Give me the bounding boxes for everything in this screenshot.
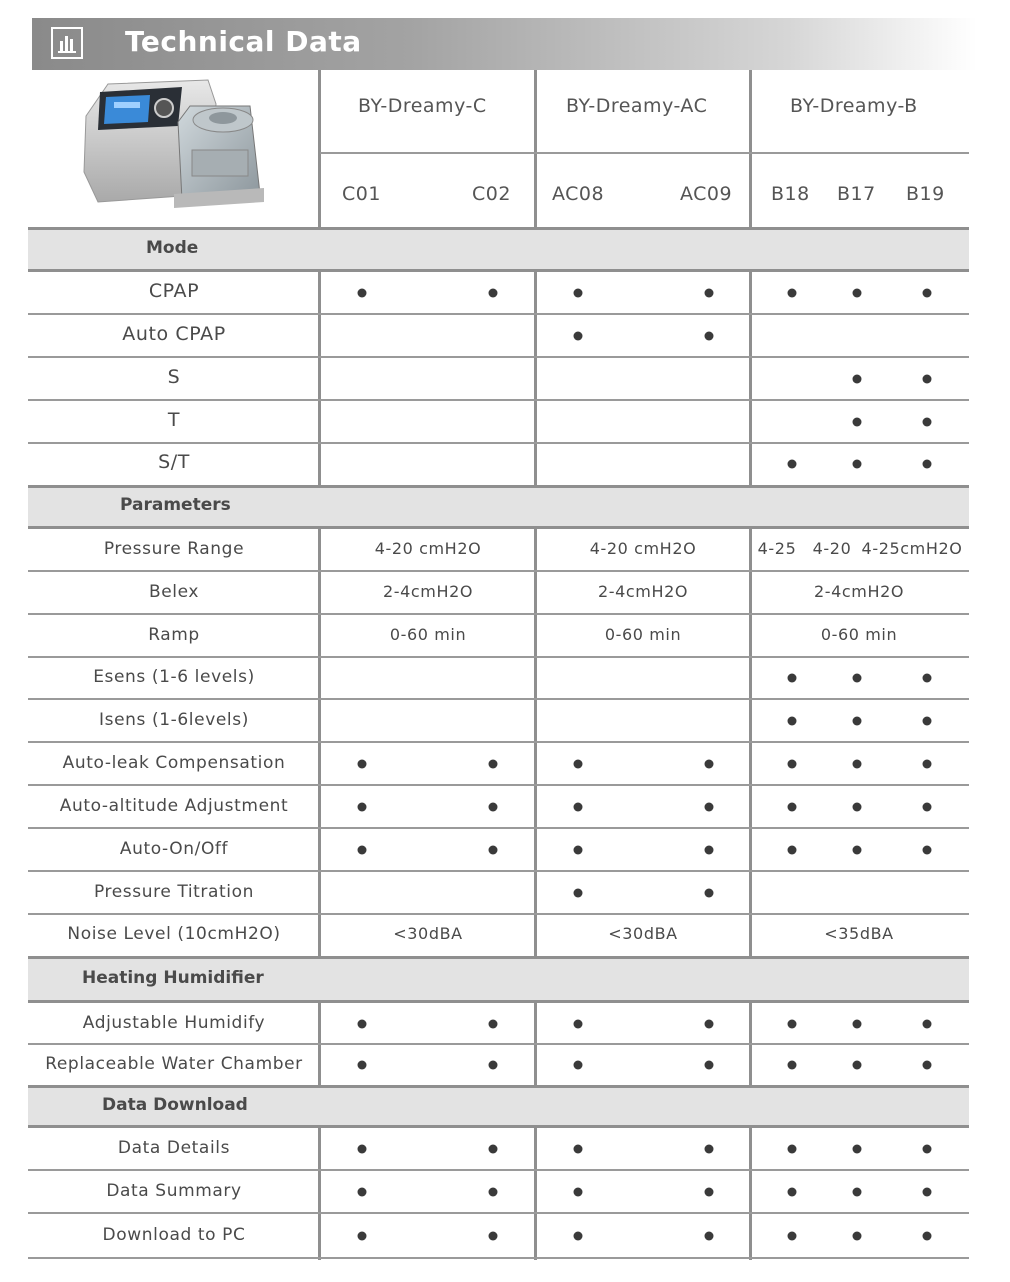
row-label: S	[167, 365, 181, 388]
feature-dot	[358, 289, 367, 298]
section-title: Parameters	[120, 495, 231, 515]
variant-label: C01	[342, 183, 381, 205]
feature-dot	[853, 289, 862, 298]
feature-dot	[574, 802, 583, 811]
feature-dot	[853, 674, 862, 683]
page-title: Technical Data	[125, 25, 362, 58]
feature-dot	[574, 888, 583, 897]
feature-dot	[923, 1145, 932, 1154]
feature-dot	[574, 1019, 583, 1028]
row-label: Replaceable Water Chamber	[45, 1053, 303, 1074]
feature-dot	[489, 1145, 498, 1154]
feature-dot	[705, 331, 714, 340]
feature-dot	[923, 460, 932, 469]
header-divider	[320, 152, 969, 154]
row-label: Auto CPAP	[122, 322, 226, 345]
feature-dot	[923, 674, 932, 683]
cpap-device-photo	[78, 76, 268, 220]
feature-dot	[574, 1060, 583, 1069]
feature-dot	[574, 845, 583, 854]
feature-dot	[923, 802, 932, 811]
row-divider	[28, 741, 969, 743]
table-bottom-border	[28, 1257, 969, 1259]
feature-dot	[574, 331, 583, 340]
row-label: Ramp	[148, 624, 200, 645]
feature-dot	[923, 845, 932, 854]
feature-dot	[358, 1019, 367, 1028]
feature-dot	[489, 1187, 498, 1196]
feature-dot	[705, 1232, 714, 1241]
feature-dot	[788, 716, 797, 725]
feature-dot	[853, 374, 862, 383]
feature-dot	[705, 888, 714, 897]
row-divider	[28, 913, 969, 915]
feature-dot	[853, 716, 862, 725]
row-label: Esens (1-6 levels)	[93, 667, 255, 687]
feature-dot	[923, 1060, 932, 1069]
spec-value: <30dBA	[608, 924, 678, 943]
row-label: Isens (1-6levels)	[99, 709, 249, 730]
row-label: S/T	[158, 451, 190, 473]
feature-dot	[853, 759, 862, 768]
feature-dot	[489, 802, 498, 811]
spec-value: 2-4cmH2O	[813, 581, 905, 601]
feature-dot	[489, 289, 498, 298]
feature-dot	[788, 845, 797, 854]
feature-dot	[788, 1060, 797, 1069]
feature-dot	[853, 1060, 862, 1069]
feature-dot	[358, 1060, 367, 1069]
feature-dot	[853, 417, 862, 426]
row-label: Adjustable Humidify	[82, 1012, 266, 1033]
row-label: Data Details	[117, 1138, 231, 1158]
feature-dot	[705, 1019, 714, 1028]
variant-label: B19	[906, 183, 945, 205]
variant-label: AC08	[552, 183, 605, 205]
spec-value: <35dBA	[824, 924, 894, 943]
feature-dot	[923, 374, 932, 383]
feature-dot	[788, 802, 797, 811]
feature-dot	[705, 845, 714, 854]
row-divider	[28, 1043, 969, 1045]
feature-dot	[574, 759, 583, 768]
feature-dot	[705, 802, 714, 811]
feature-dot	[358, 802, 367, 811]
section-title: Heating Humidifier	[82, 968, 264, 988]
feature-dot	[923, 759, 932, 768]
variant-label: AC09	[680, 183, 733, 205]
model-name: BY-Dreamy-C	[358, 95, 487, 117]
spec-value: 4-20 cmH2O	[589, 539, 697, 558]
row-label: Auto-altitude Adjustment	[59, 795, 289, 816]
feature-dot	[788, 1187, 797, 1196]
feature-dot	[358, 1145, 367, 1154]
feature-dot	[489, 1060, 498, 1069]
bar-chart-icon	[51, 27, 83, 59]
feature-dot	[358, 759, 367, 768]
spec-value: 0-60 min	[389, 624, 467, 644]
row-label: Pressure Titration	[93, 881, 254, 902]
feature-dot	[853, 1187, 862, 1196]
feature-dot	[705, 1145, 714, 1154]
feature-dot	[853, 1019, 862, 1028]
feature-dot	[705, 1060, 714, 1069]
section-title: Data Download	[102, 1095, 248, 1115]
feature-dot	[853, 802, 862, 811]
feature-dot	[923, 1232, 932, 1241]
row-label: T	[167, 408, 181, 431]
spec-value: 4-25	[757, 539, 797, 558]
row-label: CPAP	[148, 280, 200, 302]
feature-dot	[705, 1187, 714, 1196]
feature-dot	[788, 1232, 797, 1241]
feature-dot	[788, 289, 797, 298]
row-divider	[28, 827, 969, 829]
feature-dot	[574, 1232, 583, 1241]
row-divider	[28, 442, 969, 444]
spec-value: 4-25cmH2O	[861, 539, 963, 558]
feature-dot	[489, 1232, 498, 1241]
row-divider	[28, 570, 969, 572]
row-label: Auto-leak Compensation	[62, 752, 286, 773]
row-label: Download to PC	[102, 1225, 246, 1245]
feature-dot	[788, 1019, 797, 1028]
feature-dot	[788, 674, 797, 683]
spec-value: 0-60 min	[604, 624, 682, 644]
feature-dot	[489, 1019, 498, 1028]
spec-value: 2-4cmH2O	[382, 581, 474, 601]
spec-value: 2-4cmH2O	[597, 581, 689, 601]
feature-dot	[705, 289, 714, 298]
feature-dot	[489, 845, 498, 854]
feature-dot	[853, 1145, 862, 1154]
spec-value: <30dBA	[393, 924, 463, 943]
feature-dot	[489, 759, 498, 768]
variant-label: C02	[472, 183, 511, 205]
spec-value: 4-20	[812, 539, 852, 558]
feature-dot	[788, 460, 797, 469]
feature-dot	[788, 1145, 797, 1154]
row-divider	[28, 313, 969, 315]
model-name: BY-Dreamy-B	[790, 95, 918, 117]
row-divider	[28, 698, 969, 700]
row-label: Belex	[148, 581, 200, 602]
feature-dot	[574, 1145, 583, 1154]
header-banner	[32, 18, 977, 70]
row-label: Noise Level (10cmH2O)	[67, 924, 281, 944]
feature-dot	[788, 759, 797, 768]
row-divider	[28, 784, 969, 786]
variant-label: B18	[771, 183, 810, 205]
row-divider	[28, 870, 969, 872]
feature-dot	[574, 289, 583, 298]
feature-dot	[574, 1187, 583, 1196]
feature-dot	[923, 1019, 932, 1028]
feature-dot	[853, 460, 862, 469]
row-divider	[28, 399, 969, 401]
row-divider	[28, 356, 969, 358]
feature-dot	[358, 1232, 367, 1241]
feature-dot	[853, 845, 862, 854]
row-label: Auto-On/Off	[119, 838, 229, 859]
feature-dot	[705, 759, 714, 768]
section-title: Mode	[146, 238, 199, 258]
feature-dot	[923, 1187, 932, 1196]
variant-label: B17	[837, 183, 876, 205]
feature-dot	[853, 1232, 862, 1241]
row-divider	[28, 613, 969, 615]
row-label: Pressure Range	[103, 539, 245, 559]
spec-value: 0-60 min	[820, 624, 898, 644]
row-divider	[28, 656, 969, 658]
row-divider	[28, 1212, 969, 1214]
feature-dot	[923, 417, 932, 426]
feature-dot	[358, 1187, 367, 1196]
row-divider	[28, 1169, 969, 1171]
row-label: Data Summary	[106, 1180, 242, 1201]
feature-dot	[358, 845, 367, 854]
feature-dot	[923, 289, 932, 298]
model-name: BY-Dreamy-AC	[566, 95, 708, 117]
feature-dot	[923, 716, 932, 725]
spec-value: 4-20 cmH2O	[374, 539, 482, 558]
